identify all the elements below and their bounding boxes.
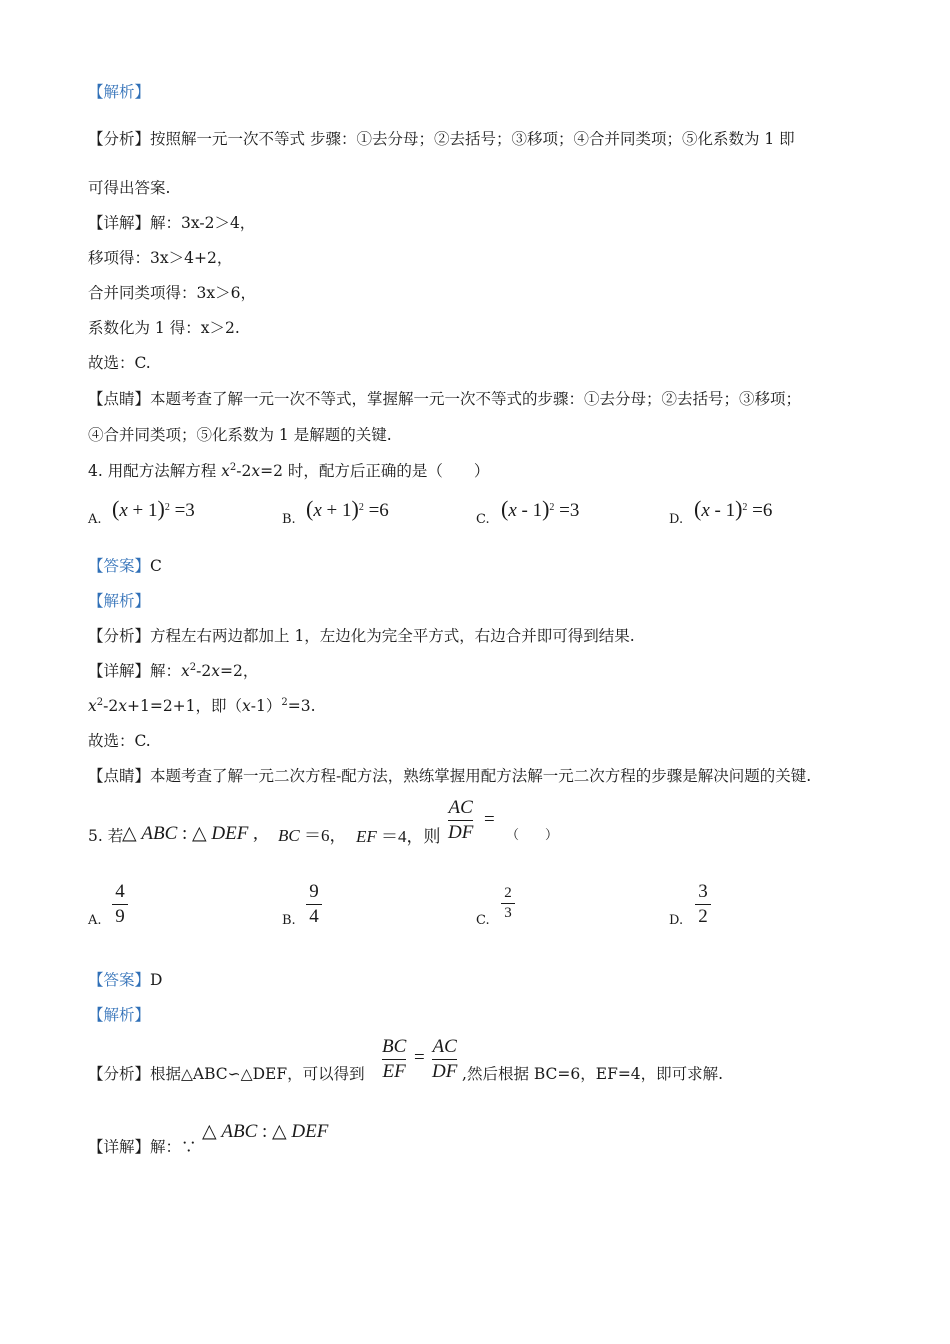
q5-option-c-frac: 2 3	[501, 885, 515, 922]
remark-tag: 【点睛】	[88, 767, 151, 785]
q5-option-b-frac: 9 4	[306, 881, 322, 928]
q4-remark: 【点睛】本题考查了解一元二次方程-配方法，熟练掌握用配方法解一元二次方程的步骤是解决问题的关键.	[88, 767, 812, 785]
q4-option-b-letter: B.	[282, 512, 296, 527]
q5-ratio-fraction: AC DF	[448, 797, 474, 843]
answer-tag: 【答案】	[88, 557, 151, 575]
q5-equals: =	[484, 809, 495, 830]
q4-analysis: 【分析】方程左右两边都加上 1，左边化为完全平方式，右边合并即可得到结果.	[88, 627, 635, 645]
q5-stem-num: 5. 若	[88, 827, 124, 845]
q3-remark: 【点睛】本题考查了解一元一次不等式，掌握解一元一次不等式的步骤：①去分母；②去括号；③移项；	[88, 390, 802, 408]
q3-remark-cont: ④合并同类项；⑤化系数为 1 是解题的关键.	[88, 426, 392, 444]
q5-analysis-frac-bc-ef: BC EF	[382, 1036, 407, 1082]
q4-option-d-expr: (x - 1)$^2$ =6	[694, 496, 773, 521]
q3-step-coef: 系数化为 1 得：x＞2.	[88, 319, 240, 337]
q4-option-c-letter: C.	[476, 512, 490, 527]
q3-detail: 【详解】解：3x-2＞4，	[88, 214, 256, 232]
q4-option-b-expr: $(x + 1)^2 =6$	[306, 496, 389, 521]
q5-option-c-letter: C.	[476, 913, 490, 928]
analysis-tag: 【分析】	[88, 1065, 151, 1083]
q4-option-d-letter: D.	[669, 512, 684, 527]
q5-analysis-post: ,然后根据 BC=6，EF=4，即可求解.	[462, 1065, 724, 1083]
answer-tag: 【答案】	[88, 971, 151, 989]
q5-ef: EF ＝4，则	[356, 827, 441, 846]
q5-option-a-letter: A.	[88, 913, 102, 928]
analysis-tag: 【分析】	[88, 627, 151, 645]
detail-tag: 【详解】	[88, 662, 151, 680]
q3-choice: 故选：C.	[88, 354, 151, 372]
remark-tag: 【点睛】	[88, 390, 151, 408]
q5-analysis-equals: =	[414, 1047, 425, 1068]
analysis-tag: 【分析】	[88, 130, 151, 148]
q5-detail: 【详解】解：∵	[88, 1138, 197, 1156]
q4-step: $x^2-2x+1=2+1$，即$(x-1)^2=3$.	[88, 697, 316, 715]
q5-option-d-frac: 3 2	[695, 881, 711, 928]
q5-similar-expr: △ ABC : △ DEF ,	[122, 823, 258, 844]
q4-jiexi-heading: 【解析】	[88, 592, 151, 610]
q4-answer: 【答案】C	[88, 557, 162, 575]
q5-option-b-letter: B.	[282, 913, 296, 928]
detail-tag: 【详解】	[88, 214, 151, 232]
detail-tag: 【详解】	[88, 1138, 151, 1156]
q4-stem: 4. 用配方法解方程 $x^2-2x=2$ 时，配方后正确的是（ ）	[88, 462, 490, 480]
q5-jiexi-heading: 【解析】	[88, 1006, 151, 1024]
q5-detail-similar-expr: △ ABC : △ DEF	[202, 1121, 329, 1142]
q5-analysis-pre: 【分析】根据△ABC∽△DEF，可以得到	[88, 1065, 365, 1083]
q3-analysis-cont: 可得出答案.	[88, 179, 171, 197]
q4-choice: 故选：C.	[88, 732, 151, 750]
q5-option-a-frac: 4 9	[112, 881, 128, 928]
q5-analysis-frac-ac-df: AC DF	[432, 1036, 458, 1082]
q5-answer: 【答案】D	[88, 971, 163, 989]
q4-option-a-letter: A.	[88, 512, 102, 527]
q5-bc: BC ＝6，	[278, 826, 347, 845]
q4-option-a-expr: $(x + 1)^2 =3$	[112, 496, 195, 521]
q3-step-combine: 合并同类项得：3x＞6，	[88, 284, 256, 302]
q3-step-move: 移项得：3x＞4+2，	[88, 249, 233, 267]
q5-paren: （ ）	[506, 828, 559, 843]
q4-detail: 【详解】解：$x^2-2x=2$，	[88, 662, 259, 680]
q5-option-d-letter: D.	[669, 913, 684, 928]
q3-analysis: 【分析】按照解一元一次不等式 步骤：①去分母；②去括号；③移项；④合并同类项；⑤化系数为 1 即	[88, 130, 795, 148]
q3-jiexi-heading: 【解析】	[88, 83, 151, 101]
q4-option-c-expr: (x - 1)$^2$ =3	[501, 496, 580, 521]
